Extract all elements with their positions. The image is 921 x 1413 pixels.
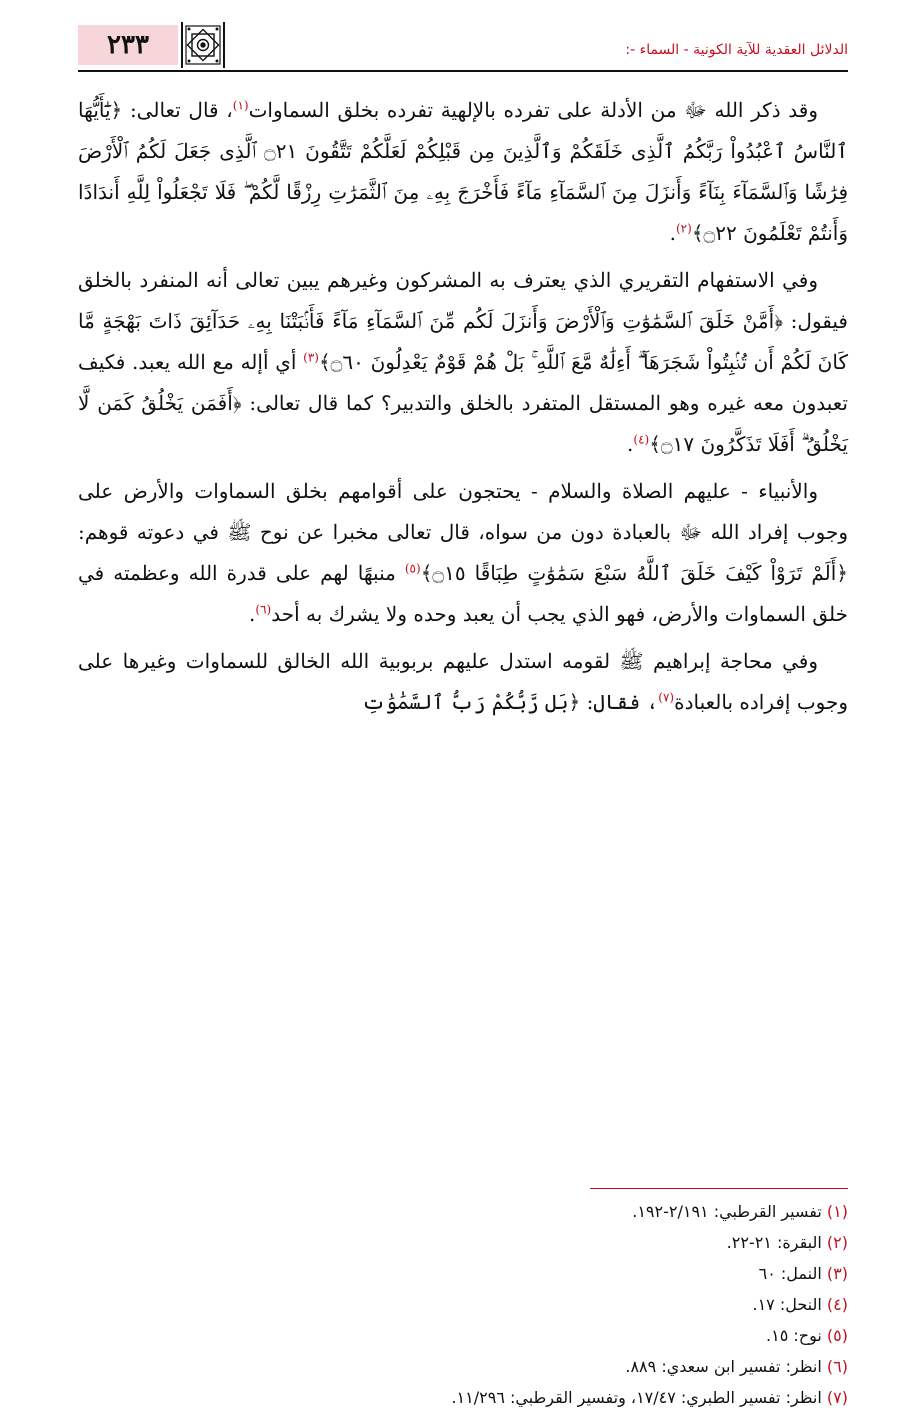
footnote-text: انظر: تفسير ابن سعدي: ٨٨٩. <box>625 1357 827 1376</box>
footnote-2 <box>78 1227 848 1258</box>
footnote-number: (٣) <box>826 1264 848 1283</box>
footnote-number: (٢) <box>826 1233 848 1252</box>
footnote-ref-6[interactable]: (٦) <box>255 602 272 617</box>
paragraph-text: وفي محاجة إبراهيم ﷺ لقومه استدل عليهم بربوبية الله الخالق للسماوات وغيرها على وجوب إفراده بالعبادة <box>78 649 848 714</box>
paragraph-3 <box>78 471 848 635</box>
paragraph-2 <box>78 260 848 465</box>
footnote-number: (١) <box>826 1202 848 1221</box>
footnote-ref-2[interactable]: (٢) <box>675 221 692 236</box>
footnote-3 <box>78 1258 848 1289</box>
page-number: ٢٣٣ <box>107 30 149 60</box>
page-number-box <box>78 25 178 65</box>
footnote-text: النحل: ١٧. <box>752 1295 827 1314</box>
islamic-star-ornament-icon <box>178 22 228 68</box>
footnote-divider <box>590 1188 848 1189</box>
footnote-number: (٦) <box>826 1357 848 1376</box>
paragraph-4 <box>78 641 848 723</box>
header-divider <box>78 70 848 72</box>
paragraph-text: والأنبياء - عليهم الصلاة والسلام - يحتجون على أقوامهم بخلق السماوات والأرض على وجوب إفراد الله ﷻ بالعبادة دون من سواه، قال تعالى مخبرا عن نوح ﷺ في دعوته قوهم: ﴿أَلَمْ تَرَوْاْ كَيْفَ خَلَقَ ٱللَّهُ سَبْعَ سَمَٰوَٰتٍ طِبَاقًا ۝١٥﴾ <box>78 479 848 585</box>
running-title: الدلائل العقدية للآية الكونية - السماء -: <box>625 42 848 58</box>
footnote-4 <box>78 1289 848 1320</box>
paragraph-text: . <box>669 221 676 245</box>
footnote-number: (٧) <box>826 1388 848 1407</box>
footnote-1 <box>78 1196 848 1227</box>
footnote-ref-3[interactable]: (٣) <box>303 350 319 365</box>
footnote-text: تفسير القرطبي: ٢/١٩١-١٩٢. <box>632 1202 827 1221</box>
footnote-6 <box>78 1351 848 1382</box>
paragraph-text: منبهًا لهم على قدرة الله وعظمته في خلق السماوات والأرض، فهو الذي يجب أن يعبد وحده ولا يشرك به أحد <box>78 561 848 626</box>
footnote-ref-1[interactable]: (١) <box>232 98 249 113</box>
footnote-ref-7[interactable]: (٧) <box>658 690 675 705</box>
footnote-number: (٥) <box>826 1326 848 1345</box>
footnote-ref-4[interactable]: (٤) <box>633 432 650 447</box>
footnote-5 <box>78 1320 848 1351</box>
paragraph-1 <box>78 90 848 254</box>
paragraph-text: أي أإله مع الله يعبد. فكيف تعبدون معه غيره وهو المستقل المتفرد بالخلق والتدبير؟ كما قال تعالى: ﴿أَفَمَن يَخْلُقُ كَمَن لَّا يَخْلُقُ ۗ أَفَلَا تَذَكَّرُونَ ۝١٧﴾ <box>78 350 848 456</box>
paragraph-text: ، قال تعالى: ﴿يَٰٓأَيُّهَا ٱلنَّاسُ ٱعْبُدُواْ رَبَّكُمُ ٱلَّذِى خَلَقَكُمْ وَٱلَّذِينَ مِن قَبْلِكُمْ لَعَلَّكُمْ تَتَّقُونَ ۝٢١ ٱلَّذِى جَعَلَ لَكُمُ ٱلْأَرْضَ فِرَٰشًا وَٱلسَّمَآءَ بِنَآءً وَأَنزَلَ مِنَ ٱلسَّمَآءِ مَآءً فَأَخْرَجَ بِهِۦ مِنَ ٱلثَّمَرَٰتِ رِزْقًا لَّكُمْ ۖ فَلَا تَجْعَلُواْ لِلَّهِ أَندَادًا وَأَنتُمْ تَعْلَمُونَ ۝٢٢﴾ <box>78 98 849 245</box>
footnotes <box>78 1196 848 1413</box>
paragraph-text: ، فقال: ﴿بَل رَّبُّكُمْ رَبُّ ٱلسَّمَٰوَٰتِ <box>361 690 659 714</box>
footnote-7 <box>78 1382 848 1413</box>
footnote-number: (٤) <box>826 1295 848 1314</box>
paragraph-text: . <box>627 432 634 456</box>
main-text <box>78 90 848 729</box>
paragraph-text: وقد ذكر الله ﷻ من الأدلة على تفرده بالإلهية تفرده بخلق السماوات <box>248 98 819 122</box>
page-header <box>78 22 848 72</box>
footnote-text: النمل: ٦٠ <box>758 1264 827 1283</box>
footnote-ref-5[interactable]: (٥) <box>404 561 421 576</box>
footnote-text: انظر: تفسير الطبري: ١٧/٤٧، وتفسير القرطبي: ١١/٢٩٦. <box>451 1388 827 1407</box>
paragraph-text: . <box>249 602 256 626</box>
paragraph-text: وفي الاستفهام التقريري الذي يعترف به المشركون وغيرهم يبين تعالى أنه المنفرد بالخلق فيقول: ﴿أَمَّنْ خَلَقَ ٱلسَّمَٰوَٰتِ وَٱلْأَرْضَ وَأَنزَلَ لَكُم مِّنَ ٱلسَّمَآءِ مَآءً فَأَنۢبَتْنَا بِهِۦ حَدَآئِقَ ذَاتَ بَهْجَةٍ مَّا كَانَ لَكُمْ أَن تُنۢبِتُواْ شَجَرَهَآ ۗ أَءِلَٰهٌ مَّعَ ٱللَّهِ ۚ بَلْ هُمْ قَوْمٌ يَعْدِلُونَ ۝٦٠﴾ <box>78 268 848 374</box>
footnote-text: البقرة: ٢١-٢٢. <box>726 1233 827 1252</box>
footnote-text: نوح: ١٥. <box>766 1326 827 1345</box>
